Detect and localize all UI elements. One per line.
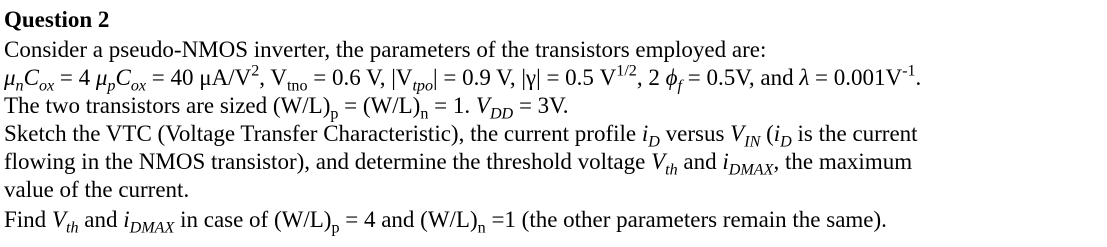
parameters-line: $\mu_nC_{ox} = 4$ $\mu_pC_{ox} = 40$ $\mu A/V^2$, $V_{tno} = 0.6$ V, $|V_{tpo}| = 0.9$ V, |γ| = 0.5 $V^{1/2}$, 2 $\phi_f = 0.5V$, and $\lambda = 0.001V^{-1}$. — [4, 62, 922, 95]
find-line: Find $V_{th}$ and $i_{DMAX}$ in case of $(W/L)_p = 4$ and $(W/L)_n =1$ (the other parameters remain the same). — [4, 207, 887, 237]
task-line-3: value of the current. — [4, 177, 190, 202]
task-line-2: flowing in the NMOS transistor), and determine the threshold voltage $V_{th}$ and $i_{DMAX}$, the maximum — [4, 149, 913, 179]
question-title: Question 2 — [4, 7, 110, 32]
sizing-line: The two transistors are sized $(W/L)_p = (W/L)_n = 1$. $V_{DD} = 3V$. — [4, 93, 569, 123]
intro-text: Consider a pseudo-NMOS inverter, the parameters of the transistors employed are: — [4, 37, 767, 62]
task-line-1: Sketch the VTC (Voltage Transfer Characteristic), the current profile $i_D$ versus $V_{IN}$ ($i_D$ is the current — [4, 121, 918, 151]
